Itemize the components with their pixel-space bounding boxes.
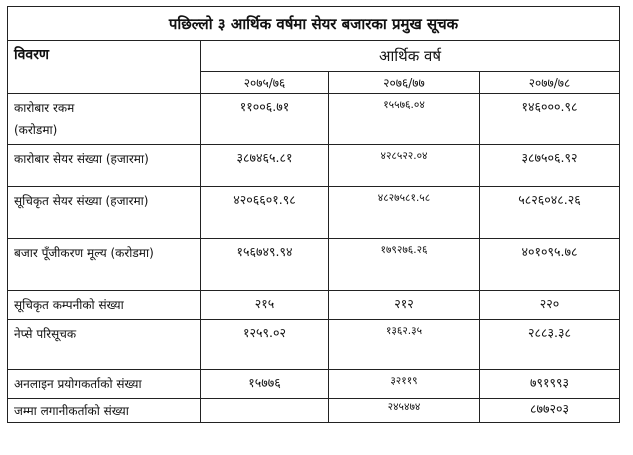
table-cell: ४२०६६०१.९८ xyxy=(201,187,329,239)
table-cell: ३८७५०६.९२ xyxy=(480,145,620,187)
table-cell: ८७७२०३ xyxy=(480,399,620,423)
table-cell: १३६२.३५ xyxy=(329,320,480,370)
table-cell: १५५७६.०४ xyxy=(329,94,480,145)
description-column-header: विवरण xyxy=(8,41,201,94)
row-label: सूचिकृत सेयर संख्या (हजारमा) xyxy=(8,187,201,239)
fiscal-year-group-header: आर्थिक वर्ष xyxy=(201,41,620,72)
table-cell: ५८२६०४८.२६ xyxy=(480,187,620,239)
table-cell: १५७७६ xyxy=(201,370,329,399)
row-label: सूचिकृत कम्पनीको संख्या xyxy=(8,291,201,320)
table-row xyxy=(8,145,620,187)
row-label: कारोबार सेयर संख्या (हजारमा) xyxy=(8,145,201,187)
table-cell: १५६७४९.९४ xyxy=(201,239,329,291)
row-label: नेप्से परिसूचक xyxy=(8,320,201,370)
table-row xyxy=(8,291,620,320)
table-cell: २१५ xyxy=(201,291,329,320)
table-row xyxy=(8,187,620,239)
table-cell: २२० xyxy=(480,291,620,320)
table-cell: ३२११९ xyxy=(329,370,480,399)
table-cell: ४२८५२२.०४ xyxy=(329,145,480,187)
table-cell: २१२ xyxy=(329,291,480,320)
market-indicators-table xyxy=(7,6,620,423)
table-cell: १२५९.०२ xyxy=(201,320,329,370)
header-row xyxy=(8,41,620,72)
table-row xyxy=(8,320,620,370)
row-label: अनलाइन प्रयोगकर्ताको संख्या xyxy=(8,370,201,399)
table-row xyxy=(8,399,620,423)
row-label-text: कारोबार रकम xyxy=(14,101,75,115)
year-header: २०७५/७६ xyxy=(201,72,329,94)
table-row xyxy=(8,239,620,291)
table-title: पछिल्लो ३ आर्थिक वर्षमा सेयर बजारका प्रमुख सूचक xyxy=(8,7,620,41)
title-row xyxy=(8,7,620,41)
table-cell: २४५४७४ xyxy=(329,399,480,423)
year-header: २०७७/७८ xyxy=(480,72,620,94)
table-cell: ७९१९९३ xyxy=(480,370,620,399)
table-cell: ४८२७५८१.५८ xyxy=(329,187,480,239)
table-cell: ११००६.७१ xyxy=(201,94,329,145)
table-cell: १४६०००.९८ xyxy=(480,94,620,145)
year-header: २०७६/७७ xyxy=(329,72,480,94)
table-cell xyxy=(201,399,329,423)
table-cell: २८८३.३८ xyxy=(480,320,620,370)
table-row xyxy=(8,94,620,145)
table-row xyxy=(8,370,620,399)
row-label: बजार पूँजीकरण मूल्य (करोडमा) xyxy=(8,239,201,291)
row-sublabel-text: (करोडमा) xyxy=(14,123,58,137)
table-cell: १७९२७६.२६ xyxy=(329,239,480,291)
table-cell: ४०१०९५.७८ xyxy=(480,239,620,291)
table-cell: ३८७४६५.८१ xyxy=(201,145,329,187)
row-label xyxy=(8,94,201,145)
row-label: जम्मा लगानीकर्ताको संख्या xyxy=(8,399,201,423)
